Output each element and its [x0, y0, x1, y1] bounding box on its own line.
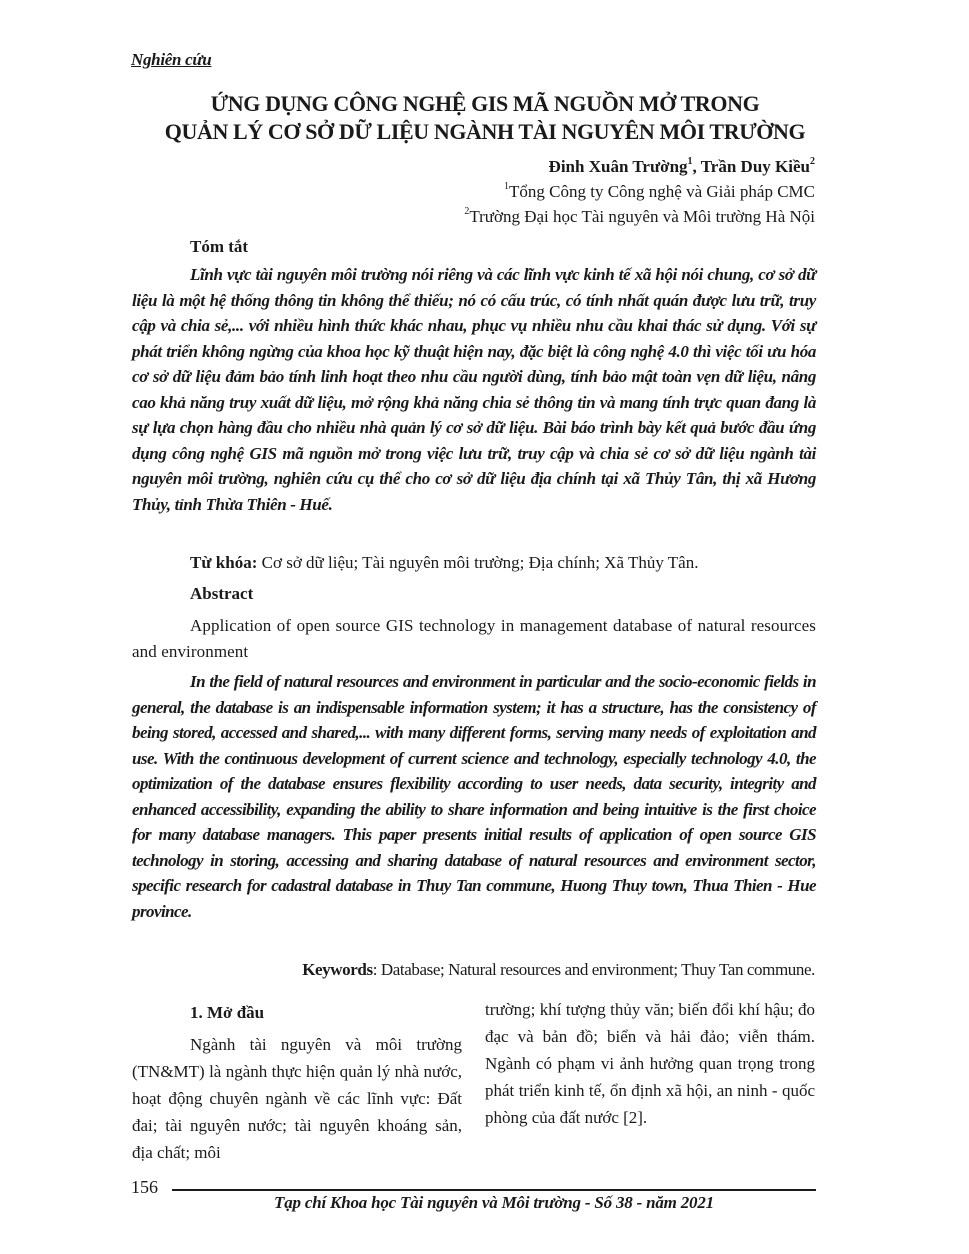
footer-divider [172, 1189, 816, 1191]
affiliation-text: Trường Đại học Tài nguyên và Môi trường Hà Nội [469, 207, 815, 226]
author-list [549, 157, 815, 177]
summary-body: Lĩnh vực tài nguyên môi trường nói riêng và các lĩnh vực kinh tế xã hội nói chung, cơ sở dữ liệu là một hệ thống thông tin không thể thiếu; nó có cấu trúc, có tính nhất quán được lưu trữ, truy cập và chia sẻ,... với nhiều hình thức khác nhau, phục vụ nhiều nhu cầu khai thác sử dụng. Với sự phát triển không ngừng của khoa học kỹ thuật hiện nay, đặc biệt là công nghệ 4.0 thì việc tối ưu hóa cơ sở dữ liệu đảm bảo tính linh hoạt theo nhu cầu người dùng, tính bảo mật toàn vẹn dữ liệu, nâng cao khả năng truy xuất dữ liệu, mở rộng khả năng chia sẻ thông tin và mang tính trực quan đang là sự lựa chọn hàng đầu cho nhiều nhà quản lý cơ sở dữ liệu. Bài báo trình bày kết quả bước đầu ứng dụng công nghệ GIS mã nguồn mở trong việc lưu trữ, truy cập và chia sẻ cơ sở dữ liệu ngành tài nguyên môi trường, nghiên cứu cụ thể cho cơ sở dữ liệu địa chính tại xã Thủy Tân, thị xã Hương Thủy, tỉnh Thừa Thiên - Huế. [132, 265, 816, 514]
intro-column-right: trường; khí tượng thủy văn; biến đổi khí hậu; đo đạc và bản đồ; biển và hải đảo; viễn thám. Ngành có phạm vi ảnh hưởng quan trọng trong phát triển kinh tế, ổn định xã hội, an ninh - quốc phòng của đất nước [2]. [485, 1000, 815, 1127]
intro-column-left: Ngành tài nguyên và môi trường (TN&MT) là ngành thực hiện quản lý nhà nước, hoạt động chuyên ngành về các lĩnh vực: Đất đai; tài nguyên nước; tài nguyên khoáng sản, địa chất; môi [132, 1035, 462, 1162]
author-affil-marker: 1 [687, 156, 693, 167]
summary-heading: Tóm tắt [190, 237, 249, 256]
author-affil-marker: 2 [810, 156, 815, 167]
affiliation-text: Tổng Công ty Công nghệ và Giải pháp CMC [509, 182, 815, 201]
affiliation-marker: 1 [504, 181, 510, 192]
keywords-en [302, 960, 815, 980]
keywords-vi-text: Cơ sở dữ liệu; Tài nguyên môi trường; Địa chính; Xã Thủy Tân. [257, 553, 699, 572]
keywords-en-text: : Database; Natural resources and environment; Thuy Tan commune. [372, 960, 815, 979]
author-name: Trần Duy Kiều [700, 157, 810, 176]
abstract-heading: Abstract [190, 584, 254, 603]
journal-name: Tạp chí Khoa học Tài nguyên và Môi trường - Số 38 - năm 2021 [274, 1193, 714, 1212]
section-tag: Nghiên cứu [131, 50, 212, 69]
intro-heading: 1. Mở đầu [190, 1003, 265, 1022]
author-separator: , [692, 157, 701, 176]
page-number: 156 [131, 1177, 158, 1197]
abstract-title: Application of open source GIS technology in management database of natural resources and environment [132, 616, 816, 661]
abstract-body: In the field of natural resources and environment in particular and the socio-economic fields in general, the database is an indispensable information system; it has a structure, has the consistency of being stored, accessed and shared,... with many different forms, serving many needs of exploitation and use. With the continuous development of current science and technology, especially technology 4.0, the optimization of the database ensures flexibility according to user needs, data security, integrity and enhanced accessibility, expanding the ability to share information and being intuitive is the first choice for many database managers. This paper presents initial results of application of open source GIS technology in storing, accessing and sharing database of natural resources and environment sector, specific research for cadastral database in Thuy Tan commune, Huong Thuy town, Thua Thien - Hue province. [132, 672, 816, 921]
affiliation [504, 182, 815, 202]
keywords-vi-label: Từ khóa: [190, 553, 258, 572]
title-line-1: ỨNG DỤNG CÔNG NGHỆ GIS MÃ NGUỒN MỞ TRONG [210, 91, 760, 116]
title-line-2: QUẢN LÝ CƠ SỞ DỮ LIỆU NGÀNH TÀI NGUYÊN MÔI TRƯỜNG [164, 119, 806, 144]
keywords-en-label: Keywords [302, 960, 373, 979]
affiliation-marker: 2 [464, 206, 470, 217]
article-title [120, 90, 850, 146]
affiliation [464, 207, 815, 227]
author-name: Đinh Xuân Trường [548, 157, 688, 176]
keywords-vi [190, 553, 698, 573]
